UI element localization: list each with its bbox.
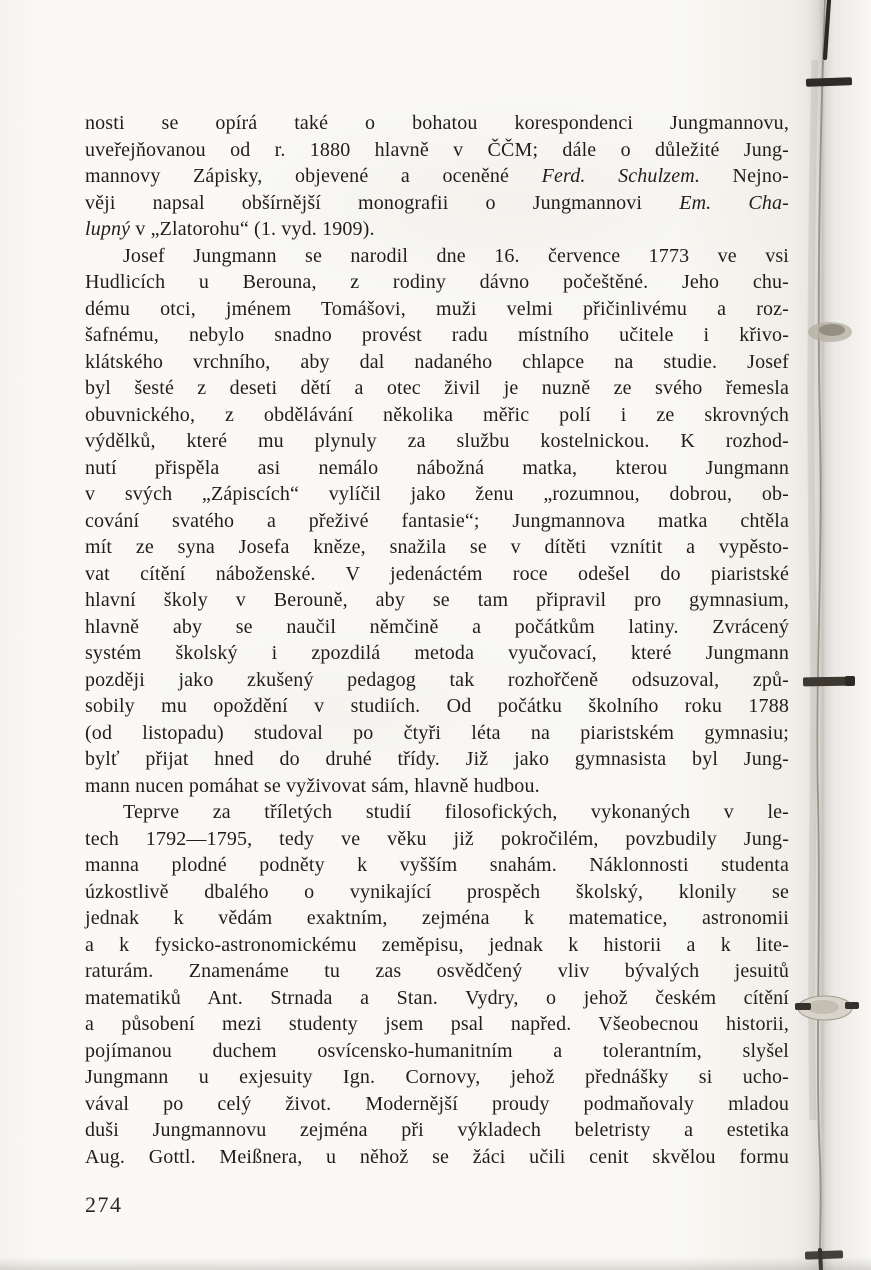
text-line — [85, 322, 789, 349]
text-line — [85, 905, 789, 932]
binding-paper-knot-texture-icon — [807, 1000, 839, 1014]
text-segment: dému otci, jménem Tomášovi, muži velmi přičinlivému a roz- — [85, 297, 789, 320]
text-line — [85, 455, 789, 482]
text-segment: mann nucen pomáhat se vyživovat sám, hlavně hudbou. — [85, 774, 540, 797]
text-segment: pojímanou duchem osvícensko-humanitním a tolerantním, slyšel — [85, 1039, 789, 1062]
text-line — [85, 428, 789, 455]
text-segment: klátského vrchního, aby dal nadaného chlapce na studie. Josef — [85, 350, 789, 373]
text-segment: šafnému, nebylo snadno provést radu místního učitele i křivo- — [85, 324, 789, 346]
binding-fold-shadow — [811, 60, 815, 1120]
text-line — [85, 402, 789, 429]
text-segment: hlavní školy v Berouně, aby se tam připravil pro gymnasium, — [85, 589, 789, 611]
text-segment: Aug. Gottl. Meißnera, u něhož se žáci učili cenit skvělou formu — [85, 1145, 789, 1168]
page-number: 274 — [85, 1192, 123, 1217]
text-segment: uveřejňovanou od r. 1880 hlavně v ČČM; dále o důležité Jung- — [85, 138, 789, 161]
text-line — [85, 1091, 789, 1118]
text-segment: Nejno- — [699, 165, 789, 187]
text-segment: nutí přispěla asi nemálo nábožná matka, kterou Jungmann — [85, 456, 789, 479]
text-segment: (od listopadu) studoval po čtyři léta na piaristském gymnasiu; — [85, 721, 789, 744]
text-line — [85, 216, 789, 243]
text-line — [85, 879, 789, 906]
text-line — [85, 932, 789, 959]
text-segment: v „Zlatorohu“ (1. vyd. 1909). — [130, 218, 375, 240]
text-segment: Hudlicích u Berouna, z rodiny dávno počeštěné. Jeho chu- — [85, 271, 789, 293]
text-line — [85, 296, 789, 323]
text-line — [85, 243, 789, 270]
text-line — [85, 958, 789, 985]
text-segment: sobily mu opoždění v studiích. Od počátku školního roku 1788 — [85, 695, 789, 717]
text-line — [85, 746, 789, 773]
italic-text-segment: Em. Cha- — [679, 191, 789, 214]
text-segment: Teprve za tříletých studií filosofických, vykonaných v le- — [123, 801, 789, 823]
text-line — [85, 587, 789, 614]
text-line — [85, 561, 789, 588]
italic-text-segment: lupný — [85, 218, 131, 240]
text-line — [85, 269, 789, 296]
text-line — [85, 481, 789, 508]
text-line — [85, 985, 789, 1012]
text-segment: obuvnického, z obdělávání několika měřic polí i ze skrovných — [85, 403, 789, 426]
text-segment: věji napsal obšírnější monografii o Jungmannovi — [85, 191, 680, 214]
text-line — [85, 190, 789, 217]
binding-graphic — [789, 0, 871, 1270]
text-segment: a k fysicko-astronomickému zeměpisu, jednak k historii a k lite- — [85, 933, 789, 956]
text-line — [85, 852, 789, 879]
text-segment: Jungmann u exjesuity Ign. Cornovy, jehož přednášky si ucho- — [85, 1066, 789, 1088]
binding-stitch-icon — [845, 1002, 859, 1009]
binding-stitch-end-icon — [845, 676, 855, 686]
scan-bottom-shadow — [0, 1257, 871, 1270]
binding-stitch-icon — [795, 1003, 811, 1010]
book-binding — [789, 0, 871, 1270]
text-line — [85, 137, 789, 164]
text-segment: cování svatého a přeživé fantasie“; Jungmannova matka chtěla — [85, 509, 789, 532]
text-segment: úzkostlivě dbalého o vynikající prospěch školský, klonily se — [85, 880, 789, 903]
text-segment: bylť přijat hned do druhé třídy. Již jako gymnasista byl Jung- — [85, 748, 789, 770]
text-segment: systém školský i zpozdilá metoda vyučovací, které Jungmann — [85, 642, 789, 664]
text-line — [85, 640, 789, 667]
text-segment: mít ze syna Josefa kněze, snažila se v dítěti vznítit a vypěsto- — [85, 536, 789, 558]
text-line — [85, 667, 789, 694]
text-segment: vat cítění náboženské. V jedenáctém roce odešel do piaristské — [85, 562, 789, 585]
text-segment: hlavně aby se naučil němčině a počátkům latiny. Zvrácený — [85, 615, 789, 638]
text-segment: matematiků Ant. Strnada a Stan. Vydry, o jehož českém cítění — [85, 986, 789, 1009]
text-line — [85, 693, 789, 720]
text-line — [85, 799, 789, 826]
text-segment: nosti se opírá také o bohatou korespondenci Jungmannovu, — [85, 112, 789, 134]
text-line — [85, 163, 789, 190]
binding-stitch-icon — [806, 77, 852, 87]
text-line — [85, 110, 789, 137]
text-segment: tech 1792—1795, tedy ve věku již pokročilém, povzbudily Jung- — [85, 827, 789, 850]
italic-text-segment: Ferd. Schulzem. — [541, 165, 700, 187]
text-line — [85, 349, 789, 376]
text-line — [85, 614, 789, 641]
text-segment: manna plodné podněty k vyšším snahám. Náklonnosti studenta — [85, 854, 789, 876]
text-line — [85, 508, 789, 535]
text-line — [85, 1144, 789, 1171]
text-line — [85, 720, 789, 747]
text-segment: duši Jungmannovu zejména při výkladech beletristy a estetika — [85, 1119, 789, 1141]
text-segment: jednak k vědám exaktním, zejména k matematice, astronomii — [85, 907, 789, 929]
text-segment: byl šesté z deseti dětí a otec živil je nuzně ze svého řemesla — [85, 377, 789, 399]
text-segment: mannovy Zápisky, objevené a oceněné — [85, 165, 542, 187]
text-segment: vával po celý život. Modernější proudy podmaňovaly mladou — [85, 1092, 789, 1115]
binding-crease-line — [817, 0, 825, 1270]
page-text — [85, 110, 789, 1170]
binding-knot-core-icon — [819, 324, 845, 336]
text-line — [85, 1011, 789, 1038]
binding-thread-top-icon — [825, 0, 829, 58]
text-line — [85, 1038, 789, 1065]
text-line — [85, 375, 789, 402]
text-line — [85, 773, 789, 800]
text-line — [85, 826, 789, 853]
text-line — [85, 1064, 789, 1091]
text-line — [85, 1117, 789, 1144]
text-segment: a působení mezi studenty jsem psal napřed. Všeobecnou historii, — [85, 1013, 789, 1035]
text-segment: Josef Jungmann se narodil dne 16. července 1773 ve vsi — [123, 244, 789, 267]
text-segment: později jako zkušený pedagog tak rozhořčeně odsuzoval, způ- — [85, 668, 789, 691]
text-segment: výdělků, které mu plynuly za službu kostelnickou. K rozhod- — [85, 430, 789, 452]
text-segment: v svých „Zápiscích“ vylíčil jako ženu „rozumnou, dobrou, ob- — [85, 483, 789, 505]
text-segment: raturám. Znamenáme tu zas osvědčený vliv bývalých jesuitů — [85, 960, 789, 982]
text-line — [85, 534, 789, 561]
